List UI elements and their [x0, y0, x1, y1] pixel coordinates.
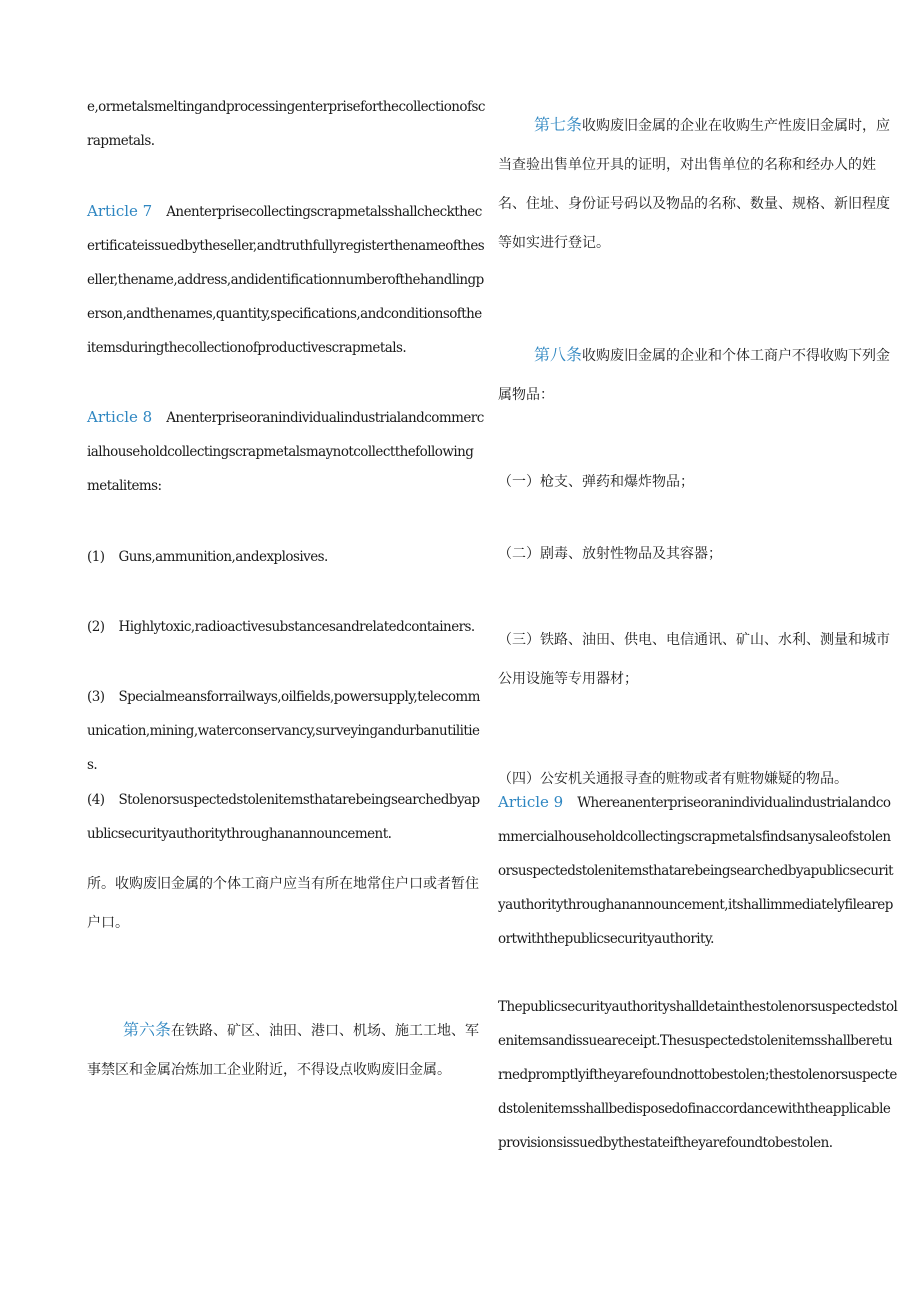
- article-7-zh-label: 第七条: [534, 115, 583, 134]
- article-9-en: [498, 785, 898, 956]
- list-item: [87, 783, 485, 851]
- list-item-number: (4): [87, 792, 105, 808]
- zh-fragment-paragraph: [87, 865, 485, 943]
- paragraph-receipt-text: Thepublicsecurityauthorityshalldetainthestolenorsuspectedstolenitemsandissueareceipt.Thesuspectedstolenitemsshallbereturnedpromptlyiftheyarefoundnottobestolen;thestolenorsuspectedstolenitemsshallbedisposedofinaccordancewiththeapplicableprovisionsissuedbythestateiftheyarefoundtobestolen.: [498, 999, 898, 1151]
- article-6-zh-label: 第六条: [123, 1020, 172, 1039]
- list-item-zh: [498, 463, 898, 502]
- article-7-zh-text: 收购废旧金属的企业在收购生产性废旧金属时，应当查验出售单位开具的证明，对出售单位的名称和经办人的姓名、住址、身份证号码以及物品的名称、数量、规格、新旧程度等如实进行登记。: [498, 118, 891, 251]
- article-7-text: Anenterprisecollectingscrapmetalsshallcheckthecertificateissuedbytheseller,andtruthfullyregisterthenameoftheseller,thename,address,andidentificationnumberofthehandlingperson,andthenames,quantity,specifications,andconditionsoftheitemsduringthecollectionofproductivescrapmetals.: [87, 204, 485, 356]
- article-8-zh-label: 第八条: [534, 345, 583, 364]
- list-item-text: Specialmeansforrailways,oilfields,powersupply,telecommunication,mining,waterconservancy,surveyingandurbanutilities.: [87, 689, 480, 773]
- article-7-zh: [498, 105, 898, 263]
- article-8-en: [87, 400, 485, 503]
- article-8-label: Article 8: [87, 408, 153, 426]
- list-item-text: Guns,ammunition,andexplosives.: [118, 549, 328, 565]
- article-7-en: [87, 194, 485, 365]
- list-item-zh-text: （三）铁路、油田、供电、电信通讯、矿山、水利、测量和城市公用设施等专用器材；: [498, 632, 890, 687]
- article-8-text: Anenterpriseoranindividualindustrialandcommercialhouseholdcollectingscrapmetalsmaynotcollectthefollowingmetalitems:: [87, 410, 484, 494]
- paragraph-continued: [87, 90, 485, 158]
- article-6-zh: [87, 1010, 485, 1090]
- list-item-number: (3): [87, 689, 105, 705]
- article-6-zh-text: 在铁路、矿区、油田、港口、机场、施工工地、军事禁区和金属冶炼加工企业附近，不得设点收购废旧金属。: [87, 1023, 480, 1078]
- list-item-text: Stolenorsuspectedstolenitemsthatarebeingsearchedbyapublicsecurityauthoritythroughanannouncement.: [87, 792, 480, 842]
- list-item: [87, 540, 485, 574]
- article-9-text: Whereanenterpriseoranindividualindustrialandcommercialhouseholdcollectingscrapmetalsfindsanysaleofstolenorsuspectedstolenitemsthatarebeingsearchedbyapublicsecurityauthoritythroughanannouncement,itshallimmediatelyfileareportwiththepublicsecurityauthority.: [498, 795, 893, 947]
- article-8-zh-text: 收购废旧金属的企业和个体工商户不得收购下列金属物品：: [498, 348, 891, 403]
- list-item-text: Highlytoxic,radioactivesubstancesandrelatedcontainers.: [118, 619, 475, 635]
- list-item-zh: [498, 621, 898, 699]
- list-item: [87, 680, 485, 782]
- list-item-number: (1): [87, 549, 105, 565]
- paragraph-continued-text: e,ormetalsmeltingandprocessingenterpriseforthecollectionofscrapmetals.: [87, 99, 485, 149]
- list-item-zh-text: （一）枪支、弹药和爆炸物品；: [498, 474, 694, 490]
- paragraph-receipt: [498, 990, 898, 1160]
- list-item-zh-text: （四）公安机关通报寻查的赃物或者有赃物嫌疑的物品。: [498, 771, 848, 787]
- zh-fragment-text: 所。收购废旧金属的个体工商户应当有所在地常住户口或者暂住户口。: [87, 876, 479, 931]
- list-item-zh-text: （二）剧毒、放射性物品及其容器；: [498, 546, 722, 562]
- list-item-number: (2): [87, 619, 105, 635]
- article-7-label: Article 7: [87, 202, 153, 220]
- list-item-zh: [498, 535, 898, 574]
- list-item: [87, 610, 485, 644]
- article-9-label: Article 9: [498, 793, 564, 811]
- article-8-zh: [498, 335, 898, 415]
